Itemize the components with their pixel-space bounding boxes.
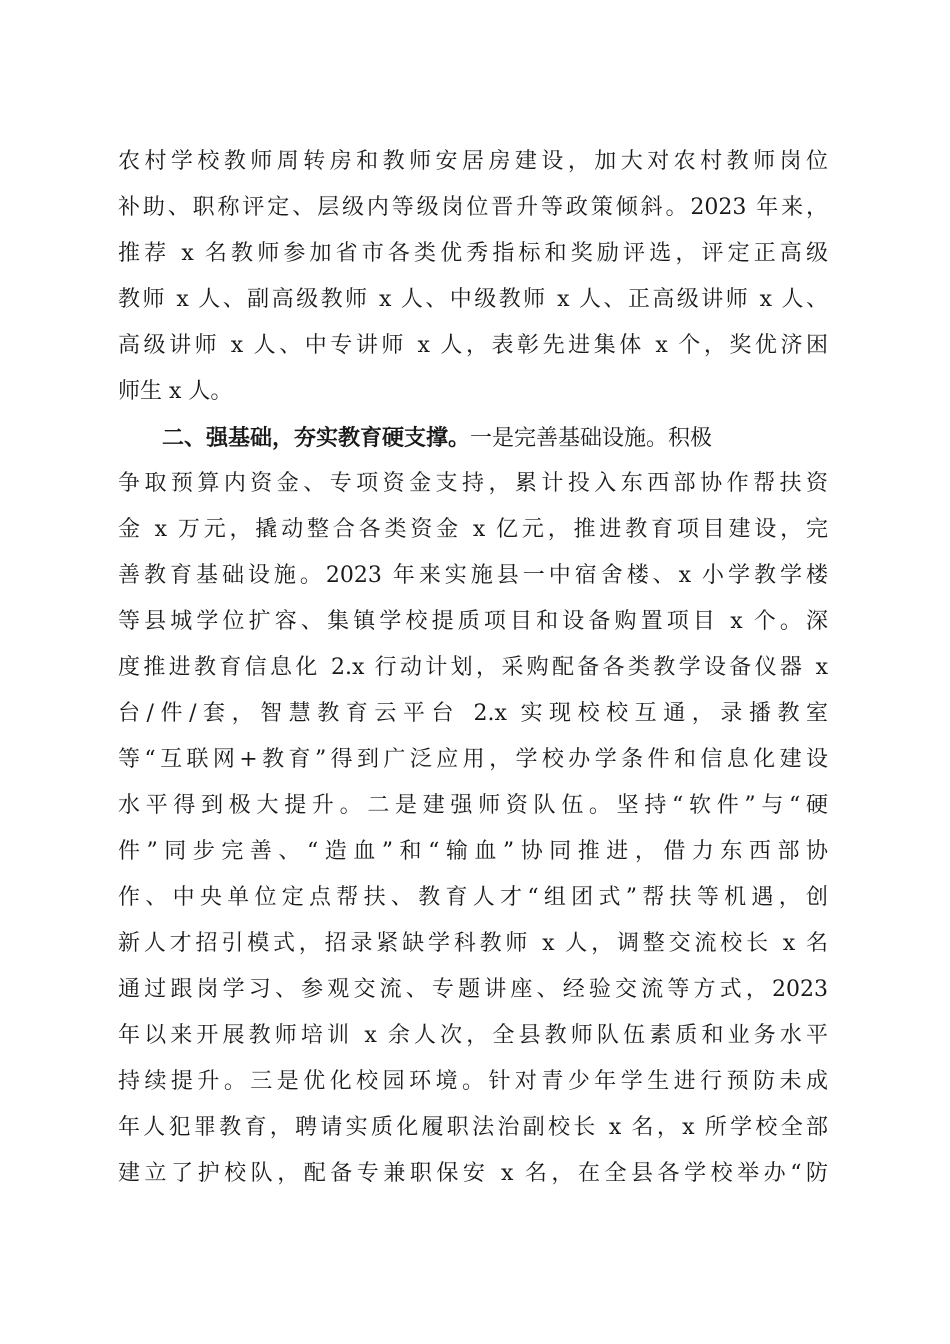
paragraph-1-line-2: 补助、职称评定、层级内等级岗位晋升等政策倾斜。2023 年来， (118, 195, 828, 220)
paragraph-2-line-12: 新人才招引模式，招录紧缺学科教师 x 人，调整交流校长 x 名 (118, 931, 828, 956)
paragraph-2-line-17: 建立了护校队，配备专兼职保安 x 名，在全县各学校举办“防 (118, 1161, 828, 1186)
section-heading: 二、强基础，夯实教育硬支撑。 (162, 425, 471, 451)
paragraph-2-line-2: 争取预算内资金、专项资金支持，累计投入东西部协作帮扶资 (118, 471, 828, 496)
paragraph-1-line-6: 师生 x 人。 (118, 379, 233, 404)
paragraph-2-line-7: 台/件/套，智慧教育云平台 2.x 实现校校互通，录播教室 (118, 701, 828, 726)
paragraph-2-line-1-rest: 一是完善基础设施。积极 (470, 426, 713, 451)
paragraph-1-line-4: 教师 x 人、副高级教师 x 人、中级教师 x 人、正高级讲师 x 人、 (118, 287, 828, 312)
paragraph-2-line-16: 年人犯罪教育，聘请实质化履职法治副校长 x 名，x 所学校全部 (118, 1115, 828, 1140)
paragraph-2-line-11: 作、中央单位定点帮扶、教育人才“组团式”帮扶等机遇，创 (118, 885, 828, 910)
paragraph-2-line-9: 水平得到极大提升。二是建强师资队伍。坚持“软件”与“硬 (118, 793, 828, 818)
paragraph-1-line-1: 农村学校教师周转房和教师安居房建设，加大对农村教师岗位 (118, 149, 828, 174)
paragraph-2-line-1 (162, 423, 828, 453)
paragraph-2-line-14: 年以来开展教师培训 x 余人次，全县教师队伍素质和业务水平 (118, 1023, 828, 1048)
paragraph-2-line-6: 度推进教育信息化 2.x 行动计划，采购配备各类教学设备仪器 x (118, 655, 828, 680)
paragraph-2-line-15: 持续提升。三是优化校园环境。针对青少年学生进行预防未成 (118, 1069, 828, 1094)
paragraph-2-line-5: 等县城学位扩容、集镇学校提质项目和设备购置项目 x 个。深 (118, 609, 828, 634)
paragraph-2-line-4: 善教育基础设施。2023 年来实施县一中宿舍楼、x 小学教学楼 (118, 563, 828, 588)
paragraph-2-line-8: 等“互联网+教育”得到广泛应用，学校办学条件和信息化建设 (118, 747, 828, 772)
paragraph-2-line-3: 金 x 万元，撬动整合各类资金 x 亿元，推进教育项目建设，完 (118, 517, 828, 542)
paragraph-1-line-5: 高级讲师 x 人、中专讲师 x 人，表彰先进集体 x 个，奖优济困 (118, 333, 828, 358)
paragraph-2-line-13: 通过跟岗学习、参观交流、专题讲座、经验交流等方式，2023 (118, 977, 828, 1002)
paragraph-2-line-10: 件”同步完善、“造血”和“输血”协同推进，借力东西部协 (118, 839, 828, 864)
paragraph-1-line-3: 推荐 x 名教师参加省市各类优秀指标和奖励评选，评定正高级 (118, 241, 828, 266)
